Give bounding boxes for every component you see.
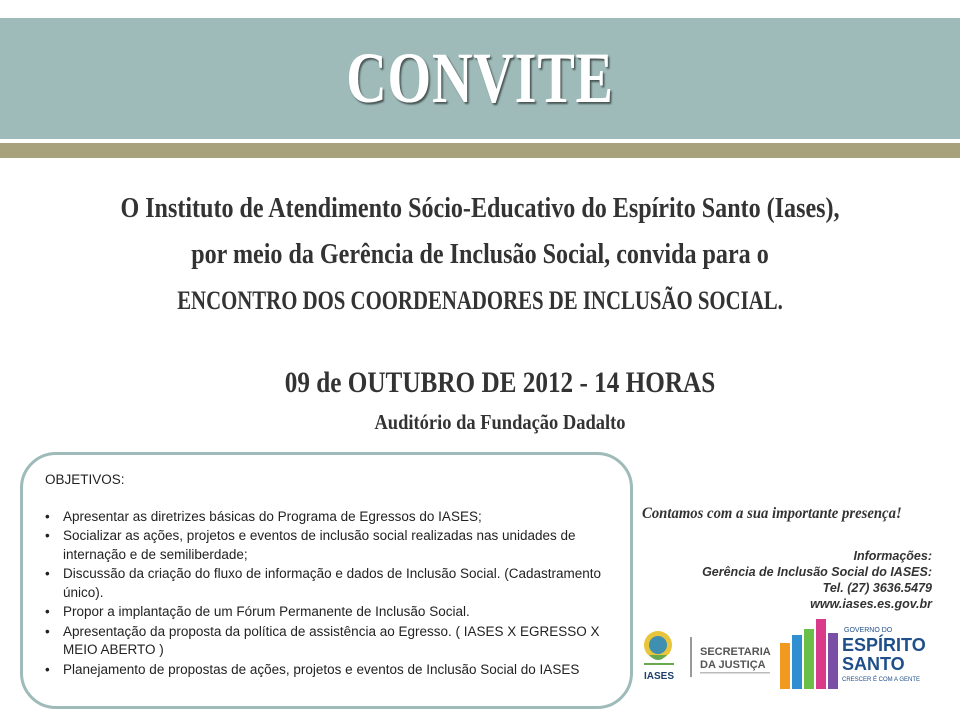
event-date: 09 de OUTUBRO DE 2012 - 14 HORAS — [284, 366, 716, 399]
event-venue: Auditório da Fundação Dadalto — [374, 410, 626, 434]
governo-logo — [780, 619, 926, 689]
objectives-list — [45, 508, 616, 680]
invitation-text — [40, 186, 920, 324]
list-item: • Apresentação da proposta da política de assistência ao Egresso. ( IASES X EGRESSO X MEIO ABERTO ) — [45, 623, 616, 660]
contact-info — [702, 548, 932, 612]
list-item: • Propor a implantação de um Fórum Permanente de Inclusão Social. — [45, 603, 616, 622]
info-department: Gerência de Inclusão Social do IASES: — [702, 565, 932, 579]
info-website: www.iases.es.gov.br — [810, 597, 932, 611]
presence-message: Contamos com a sua importante presença! — [642, 505, 902, 522]
governo-small-text: GOVERNO DO — [844, 627, 893, 634]
list-item: • Planejamento de propostas de ações, projetos e eventos de Inclusão Social do IASES — [45, 661, 616, 680]
governo-line-2: SANTO — [842, 654, 905, 674]
header-banner — [0, 18, 960, 139]
secretaria-line-2: DA JUSTIÇA — [700, 659, 766, 671]
secretaria-line-1: SECRETARIA — [700, 646, 771, 658]
divider-stripe — [0, 143, 960, 158]
intro-line-2: por meio da Gerência de Inclusão Social, convida para o — [191, 239, 769, 270]
page-title: CONVITE — [346, 38, 614, 118]
objectives-heading: OBJETIVOS: — [45, 472, 125, 487]
governo-line-1: ESPÍRITO — [842, 635, 926, 655]
list-item: • Socializar as ações, projetos e eventos de inclusão social realizadas nas unidades de internação e de semiliberdade; — [45, 527, 616, 564]
event-name: ENCONTRO DOS COORDENADORES DE INCLUSÃO SOCIAL. — [177, 286, 783, 315]
info-title: Informações: — [853, 549, 932, 563]
list-item: • Discussão da criação do fluxo de informação e dados de Inclusão Social. (Cadastramento único). — [45, 565, 616, 602]
secretaria-logo — [690, 637, 771, 677]
list-item: • Apresentar as diretrizes básicas do Programa de Egressos do IASES; — [45, 508, 616, 527]
iases-logo — [644, 631, 674, 682]
logo-strip — [640, 615, 940, 695]
iases-logo-text: IASES — [644, 671, 675, 682]
objectives-box — [20, 452, 633, 709]
governo-tagline: CRESCER É COM A GENTE — [842, 677, 921, 683]
intro-line-1: O Instituto de Atendimento Sócio-Educativo do Espírito Santo (Iases), — [120, 193, 840, 224]
info-phone: Tel. (27) 3636.5479 — [822, 581, 932, 595]
